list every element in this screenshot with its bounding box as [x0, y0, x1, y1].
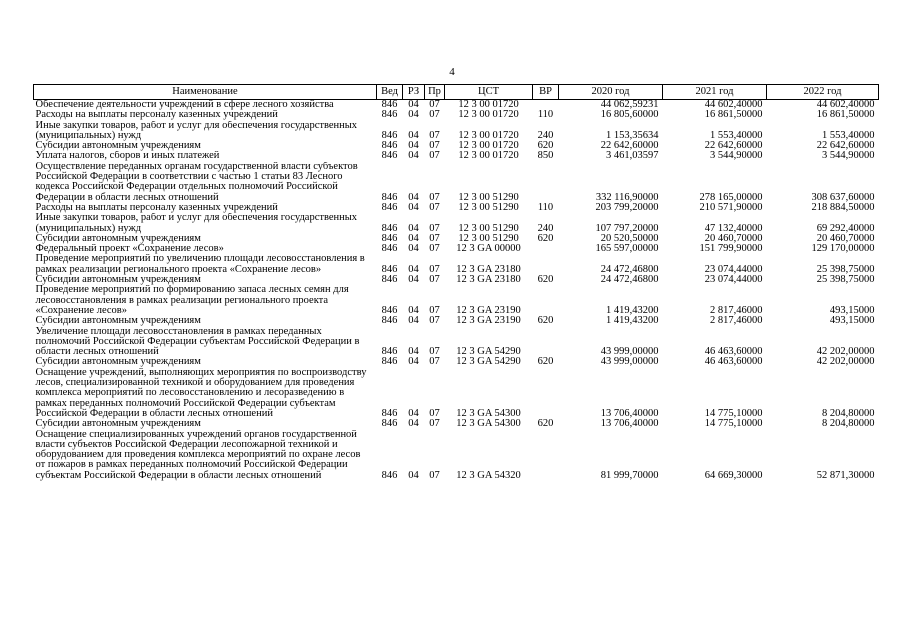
table-row	[34, 327, 879, 358]
cell-2021: 23 074,44000	[704, 263, 763, 275]
cell-2020: 332 116,90000	[595, 191, 659, 203]
cell-cst: 12 3 GA 23180	[456, 275, 521, 286]
cell-vr: 620	[537, 275, 554, 286]
cell-vr: 110	[537, 202, 554, 213]
cell-2022: 493,15000	[829, 304, 875, 316]
cell-2020: 22 642,60000	[600, 141, 659, 152]
cell-2022: 20 460,70000	[816, 233, 875, 244]
cell-ved: 846	[381, 316, 398, 327]
cell-pr: 07	[429, 110, 440, 121]
cell-name: Иные закупки товаров, работ и услуг для обеспечения государственных (муниципальных) нужд	[35, 120, 358, 141]
cell-rz: 04	[408, 222, 419, 234]
cell-vr	[533, 100, 559, 111]
cell-pr: 07	[429, 191, 440, 203]
table-row	[34, 275, 879, 285]
cell-pr: 07	[429, 407, 440, 419]
col-header-ved: Вед	[377, 85, 403, 100]
cell-2022: 218 884,50000	[811, 202, 875, 213]
cell-vr	[533, 327, 559, 358]
cell-name: Осуществление переданных органам государственной власти субъектов Российской Федерации в соответствии с частью 1 статьи 83 Лесного кодекса Российской Федерации отдельных полномочий Российской Федерации в области лесных отношений	[35, 161, 358, 203]
cell-2020: 16 805,60000	[600, 110, 659, 121]
col-header-2021: 2021 год	[663, 85, 767, 100]
cell-2022: 16 861,50000	[816, 110, 875, 121]
cell-2022: 25 398,75000	[816, 275, 875, 286]
cell-cst: 12 3 00 01720	[458, 141, 519, 152]
cell-rz: 04	[408, 110, 419, 121]
cell-vr	[533, 430, 559, 481]
budget-table	[33, 84, 879, 481]
cell-2021: 151 799,90000	[699, 244, 763, 255]
cell-vr	[533, 285, 559, 316]
cell-2022: 44 602,40000	[816, 99, 875, 110]
cell-rz: 04	[408, 407, 419, 419]
cell-pr: 07	[429, 275, 440, 286]
cell-name: Субсидии автономным учреждениям	[35, 275, 201, 286]
cell-2021: 14 775,10000	[704, 419, 763, 430]
cell-pr: 07	[429, 316, 440, 327]
cell-ved: 846	[381, 304, 398, 316]
cell-rz: 04	[408, 304, 419, 316]
cell-2021: 47 132,40000	[704, 222, 763, 234]
cell-pr: 07	[429, 141, 440, 152]
cell-rz: 04	[408, 357, 419, 368]
cell-ved: 846	[381, 191, 398, 203]
cell-2020: 20 520,50000	[600, 233, 659, 244]
cell-cst: 12 3 GA 54290	[456, 357, 521, 368]
cell-2020: 24 472,46800	[600, 263, 659, 275]
cell-name: Оснащение учреждений, выполняющих мероприятия по воспроизводству лесов, специализированной техникой и оборудованием для проведения комплекса мероприятий по лесовосстановлению и лесоразведению в рамках переданных полномочий Российской Федерации субъектам Российской Федерации в области лесных отношений	[35, 367, 367, 419]
cell-ved: 846	[381, 244, 398, 255]
cell-name: Увеличение площади лесовосстановления в рамках переданных полномочий Российской Федерации субъектам Российской Федерации в области лесных отношений	[35, 326, 360, 358]
cell-cst: 12 3 GA 54300	[456, 407, 521, 419]
cell-ved: 846	[381, 151, 398, 162]
cell-pr: 07	[429, 263, 440, 275]
cell-vr: 620	[537, 357, 554, 368]
cell-2020: 3 461,03597	[606, 151, 659, 162]
cell-cst: 12 3 00 01720	[458, 151, 519, 162]
cell-pr: 07	[429, 346, 440, 358]
cell-ved: 846	[381, 469, 398, 481]
table-body	[34, 100, 879, 481]
col-header-2022: 2022 год	[767, 85, 879, 100]
cell-vr	[533, 368, 559, 419]
cell-2022: 8 204,80000	[822, 419, 875, 430]
table-row	[34, 234, 879, 244]
cell-ved: 846	[381, 99, 398, 110]
cell-name: Иные закупки товаров, работ и услуг для обеспечения государственных (муниципальных) нужд	[35, 213, 358, 234]
cell-rz: 04	[408, 419, 419, 430]
cell-2022: 42 202,00000	[816, 346, 875, 358]
cell-name: Субсидии автономным учреждениям	[35, 419, 201, 430]
cell-2021: 1 553,40000	[710, 129, 763, 141]
cell-2020: 13 706,40000	[600, 407, 659, 419]
col-header-rz: РЗ	[403, 85, 425, 100]
cell-ved: 846	[381, 407, 398, 419]
table-header-row	[34, 85, 879, 100]
cell-name: Субсидии автономным учреждениям	[35, 141, 201, 152]
cell-2021: 2 817,46000	[710, 316, 763, 327]
cell-2020: 24 472,46800	[600, 275, 659, 286]
cell-vr: 620	[537, 233, 554, 244]
page-number: 4	[449, 66, 455, 78]
cell-2021: 20 460,70000	[704, 233, 763, 244]
cell-2022: 1 553,40000	[822, 129, 875, 141]
table-row	[34, 285, 879, 316]
cell-2022: 308 637,60000	[811, 191, 875, 203]
cell-2021: 44 602,40000	[704, 99, 763, 110]
cell-pr: 07	[429, 222, 440, 234]
cell-rz: 04	[408, 233, 419, 244]
cell-2022: 25 398,75000	[816, 263, 875, 275]
cell-vr: 240	[537, 129, 554, 141]
cell-name: Проведение мероприятий по увеличению площади лесовосстановления в рамках реализации регионального проекта «Сохранение лесов»	[35, 254, 365, 275]
cell-vr: 620	[537, 141, 554, 152]
cell-ved: 846	[381, 357, 398, 368]
cell-name: Обеспечение деятельности учреждений в сфере лесного хозяйства	[35, 99, 334, 110]
cell-2020: 1 153,35634	[606, 129, 659, 141]
cell-cst: 12 3 GA 00000	[456, 244, 521, 255]
cell-name: Проведение мероприятий по формированию запаса лесных семян для лесовосстановления в рамках реализации регионального проекта «Сохранение лесов»	[35, 285, 349, 316]
cell-rz: 04	[408, 469, 419, 481]
cell-name: Расходы на выплаты персоналу казенных учреждений	[35, 202, 278, 213]
cell-ved: 846	[381, 202, 398, 213]
cell-pr: 07	[429, 304, 440, 316]
cell-pr: 07	[429, 129, 440, 141]
cell-cst: 12 3 GA 54290	[456, 346, 521, 358]
cell-2020: 1 419,43200	[606, 316, 659, 327]
cell-cst: 12 3 GA 54320	[456, 469, 521, 481]
table-row	[34, 368, 879, 419]
cell-ved: 846	[381, 233, 398, 244]
cell-name: Субсидии автономным учреждениям	[35, 357, 201, 368]
cell-cst: 12 3 GA 23180	[456, 263, 521, 275]
cell-cst: 12 3 00 51290	[458, 233, 519, 244]
cell-ved: 846	[381, 222, 398, 234]
cell-2022: 42 202,00000	[816, 357, 875, 368]
cell-2021: 3 544,90000	[710, 151, 763, 162]
cell-rz: 04	[408, 202, 419, 213]
cell-pr: 07	[429, 469, 440, 481]
table-row	[34, 254, 879, 275]
cell-pr: 07	[429, 151, 440, 162]
cell-2022: 493,15000	[829, 316, 875, 327]
cell-2020: 107 797,20000	[595, 222, 659, 234]
cell-2020: 81 999,70000	[600, 469, 659, 481]
table-row	[34, 357, 879, 367]
cell-2021: 16 861,50000	[704, 110, 763, 121]
table-row	[34, 316, 879, 326]
cell-2022: 69 292,40000	[816, 222, 875, 234]
cell-rz: 04	[408, 316, 419, 327]
cell-cst: 12 3 GA 23190	[456, 316, 521, 327]
cell-2021: 210 571,90000	[699, 202, 763, 213]
cell-2020: 203 799,20000	[595, 202, 659, 213]
cell-vr: 620	[537, 316, 554, 327]
col-header-cst: ЦСТ	[445, 85, 533, 100]
cell-vr	[533, 162, 559, 203]
col-header-pr: Пр	[425, 85, 445, 100]
cell-rz: 04	[408, 151, 419, 162]
cell-2020: 43 999,00000	[600, 346, 659, 358]
table-row	[34, 244, 879, 254]
cell-rz: 04	[408, 191, 419, 203]
cell-rz: 04	[408, 275, 419, 286]
cell-2021: 64 669,30000	[704, 469, 763, 481]
cell-2022: 8 204,80000	[822, 407, 875, 419]
cell-cst: 12 3 00 51290	[458, 191, 519, 203]
cell-pr: 07	[429, 233, 440, 244]
cell-2020: 165 597,00000	[595, 244, 659, 255]
table-row	[34, 121, 879, 142]
cell-ved: 846	[381, 263, 398, 275]
cell-2021: 2 817,46000	[710, 304, 763, 316]
cell-vr: 620	[537, 419, 554, 430]
cell-2021: 22 642,60000	[704, 141, 763, 152]
col-header-2020: 2020 год	[559, 85, 663, 100]
cell-vr: 850	[537, 151, 554, 162]
cell-cst: 12 3 00 51290	[458, 222, 519, 234]
cell-2021: 23 074,44000	[704, 275, 763, 286]
cell-2020: 13 706,40000	[600, 419, 659, 430]
cell-2020: 44 062,59231	[600, 99, 659, 110]
cell-2020: 43 999,00000	[600, 357, 659, 368]
cell-2021: 46 463,60000	[704, 346, 763, 358]
cell-rz: 04	[408, 141, 419, 152]
cell-2022: 3 544,90000	[822, 151, 875, 162]
cell-vr	[533, 254, 559, 275]
cell-cst: 12 3 00 01720	[458, 129, 519, 141]
cell-rz: 04	[408, 244, 419, 255]
cell-vr	[533, 244, 559, 254]
cell-2021: 278 165,00000	[699, 191, 763, 203]
cell-name: Субсидии автономным учреждениям	[35, 316, 201, 327]
table-row	[34, 162, 879, 203]
table-row	[34, 419, 879, 429]
cell-ved: 846	[381, 419, 398, 430]
table-row	[34, 213, 879, 234]
cell-pr: 07	[429, 99, 440, 110]
table-row	[34, 100, 879, 111]
cell-rz: 04	[408, 99, 419, 110]
cell-rz: 04	[408, 346, 419, 358]
cell-name: Оснащение специализированных учреждений органов государственной власти субъектов Российской Федерации лесопожарной техникой и оборудованием для проведения комплекса мероприятий по охране лесов от пожаров в рамках переданных полномочий Российской Федерации субъектам Российской Федерации в области лесных отношений	[35, 429, 361, 481]
table-row	[34, 203, 879, 213]
cell-2022: 129 170,00000	[811, 244, 875, 255]
col-header-vr: ВР	[533, 85, 559, 100]
cell-rz: 04	[408, 129, 419, 141]
table-row	[34, 151, 879, 161]
cell-rz: 04	[408, 263, 419, 275]
cell-ved: 846	[381, 346, 398, 358]
cell-name: Федеральный проект «Сохранение лесов»	[35, 244, 224, 255]
cell-cst: 12 3 00 01720	[458, 110, 519, 121]
cell-cst: 12 3 GA 54300	[456, 419, 521, 430]
cell-vr: 240	[537, 222, 554, 234]
table-row	[34, 430, 879, 481]
col-header-name: Наименование	[34, 85, 377, 100]
cell-ved: 846	[381, 110, 398, 121]
cell-vr: 110	[537, 110, 554, 121]
cell-2021: 46 463,60000	[704, 357, 763, 368]
cell-ved: 846	[381, 141, 398, 152]
cell-name: Субсидии автономным учреждениям	[35, 233, 201, 244]
cell-2020: 1 419,43200	[606, 304, 659, 316]
table-row	[34, 110, 879, 120]
table-row	[34, 141, 879, 151]
cell-name: Расходы на выплаты персоналу казенных учреждений	[35, 110, 278, 121]
cell-2022: 22 642,60000	[816, 141, 875, 152]
cell-pr: 07	[429, 419, 440, 430]
cell-cst: 12 3 00 01720	[458, 99, 519, 110]
cell-pr: 07	[429, 244, 440, 255]
cell-ved: 846	[381, 275, 398, 286]
cell-2022: 52 871,30000	[816, 469, 875, 481]
cell-ved: 846	[381, 129, 398, 141]
cell-pr: 07	[429, 357, 440, 368]
cell-2021: 14 775,10000	[704, 407, 763, 419]
cell-name: Уплата налогов, сборов и иных платежей	[35, 151, 220, 162]
cell-pr: 07	[429, 202, 440, 213]
cell-cst: 12 3 GA 23190	[456, 304, 521, 316]
cell-cst: 12 3 00 51290	[458, 202, 519, 213]
